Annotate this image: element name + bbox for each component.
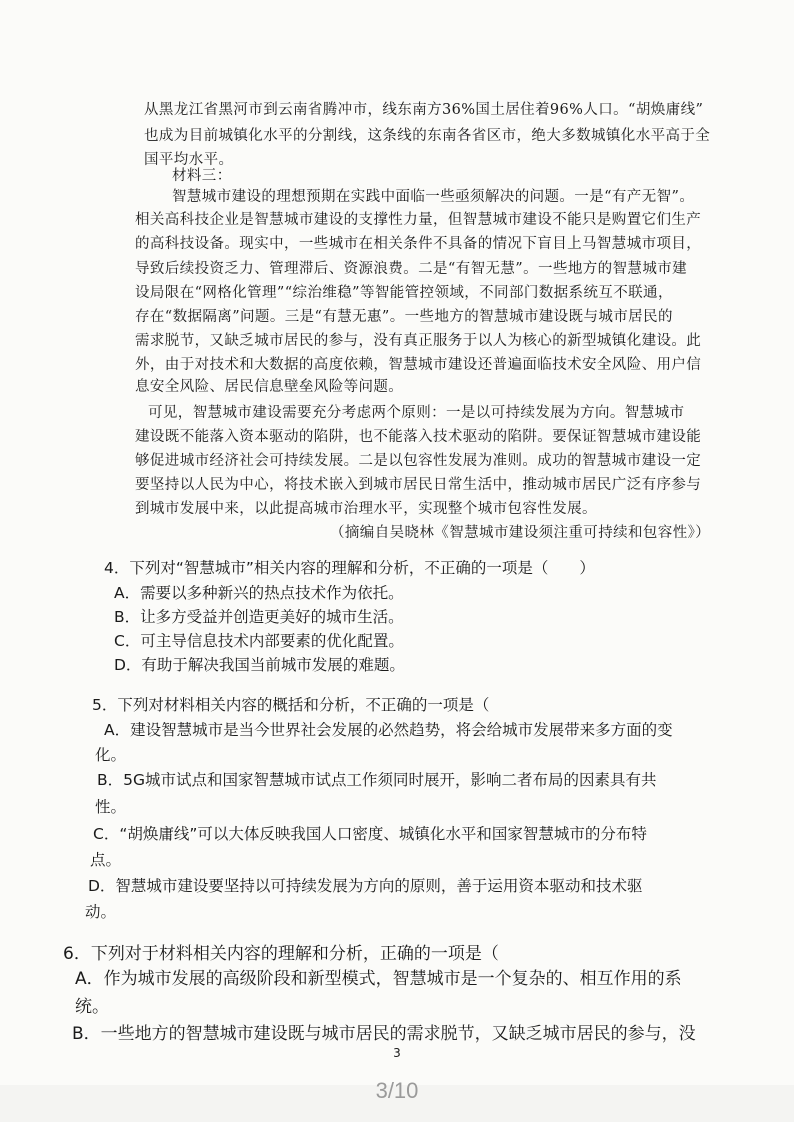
material-line: 国平均水平。 — [144, 152, 234, 168]
material-line: 相关高科技企业是智慧城市建设的支撑性力量，但智慧城市建设不能只是购置它们生产 — [135, 212, 702, 228]
material-line: 导致后续投资乏力、管理滞后、资源浪费。二是“有智无慧”。一些地方的智慧城市建 — [135, 261, 688, 277]
question-6-option-a: A．作为城市发展的高级阶段和新型模式，智慧城市是一个复杂的、相互作用的系 — [75, 969, 682, 989]
question-5-option-b: B．5G城市试点和国家智慧城市试点工作须同时展开，影响二者布局的因素具有共 — [97, 771, 657, 789]
question-5-option-c-cont: 点。 — [90, 851, 122, 869]
material-line: 到城市发展中来，以此提高城市治理水平，实现整个城市包容性发展。 — [135, 501, 597, 517]
material-line: 可见，智慧城市建设需要充分考虑两个原则：一是以可持续发展为方向。智慧城市 — [148, 405, 685, 421]
material-line: 够促进城市经济社会可持续发展。二是以包容性发展为准则。成功的智慧城市建设一定 — [135, 453, 702, 469]
question-5-option-d-cont: 动。 — [85, 903, 117, 921]
question-5-stem: 5．下列对材料相关内容的概括和分析，不正确的一项是（ — [92, 696, 490, 714]
material-source: （摘编自吴晓林《智慧城市建设须注重可持续和包容性》） — [330, 525, 711, 541]
material-line: 从黑龙江省黑河市到云南省腾冲市，线东南方36%国土居住着96%人口。“胡焕庸线” — [144, 102, 704, 118]
question-4-option-a: A．需要以多种新兴的热点技术作为依托。 — [114, 584, 404, 602]
question-5-option-d: D．智慧城市建设要坚持以可持续发展为方向的原则，善于运用资本驱动和技术驱 — [88, 877, 643, 895]
question-4-stem: 4．下列对“智慧城市”相关内容的理解和分析，不正确的一项是（ ） — [104, 559, 595, 577]
question-6-stem: 6．下列对于材料相关内容的理解和分析，正确的一项是（ — [63, 944, 499, 964]
question-6-option-b: B．一些地方的智慧城市建设既与城市居民的需求脱节，又缺乏城市居民的参与，没 — [72, 1024, 696, 1044]
material-line: 外，由于对技术和大数据的高度依赖，智慧城市建设还普遍面临技术安全风险、用户信 — [135, 357, 702, 373]
material-line: 存在“数据隔离”问题。三是“有慧无惠”。一些地方的智慧城市建设既与城市居民的 — [135, 309, 673, 325]
question-6-option-a-cont: 统。 — [75, 997, 109, 1017]
page-counter: 3/10 — [375, 1078, 419, 1103]
material-line: 设局限在“网格化管理”“综治维稳”等智能管控领域，不同部门数据系统互不联通， — [135, 285, 673, 301]
question-5-option-a-cont: 化。 — [95, 746, 127, 764]
material-line: 的高科技设备。现实中，一些城市在相关条件不具备的情况下盲目上马智慧城市项目， — [135, 236, 702, 252]
question-5-option-a: A．建设智慧城市是当今世界社会发展的必然趋势，将会给城市发展带来多方面的变 — [104, 721, 673, 739]
material-line: 智慧城市建设的理想预期在实践中面临一些亟须解决的问题。一是“有产无智”。 — [172, 189, 695, 205]
material-line: 需求脱节，又缺乏城市居民的参与，没有真正服务于以人为核心的新型城镇化建设。此 — [135, 333, 702, 349]
question-4-option-c: C．可主导信息技术内部要素的优化配置。 — [114, 632, 404, 650]
material-line: 建设既不能落入资本驱动的陷阱，也不能落入技术驱动的陷阱。要保证智慧城市建设能 — [135, 429, 702, 445]
question-4-option-d: D．有助于解决我国当前城市发展的难题。 — [114, 656, 405, 674]
question-5-option-b-cont: 性。 — [95, 798, 127, 816]
page-number: 3 — [393, 1046, 401, 1060]
material-line: 也成为目前城镇化水平的分割线，这条线的东南各省区市，绝大多数城镇化水平高于全 — [144, 128, 711, 144]
question-5-option-c: C．“胡焕庸线”可以大体反映我国人口密度、城镇化水平和国家智慧城市的分布特 — [93, 825, 647, 843]
question-4-option-b: B．让多方受益并创造更美好的城市生活。 — [114, 608, 404, 626]
material-line: 息安全风险、居民信息壁垒风险等问题。 — [135, 379, 404, 395]
material-heading: 材料三： — [172, 168, 232, 184]
material-line: 要坚持以人民为中心，将技术嵌入到城市居民日常生活中，推动城市居民广泛有序参与 — [135, 477, 702, 493]
